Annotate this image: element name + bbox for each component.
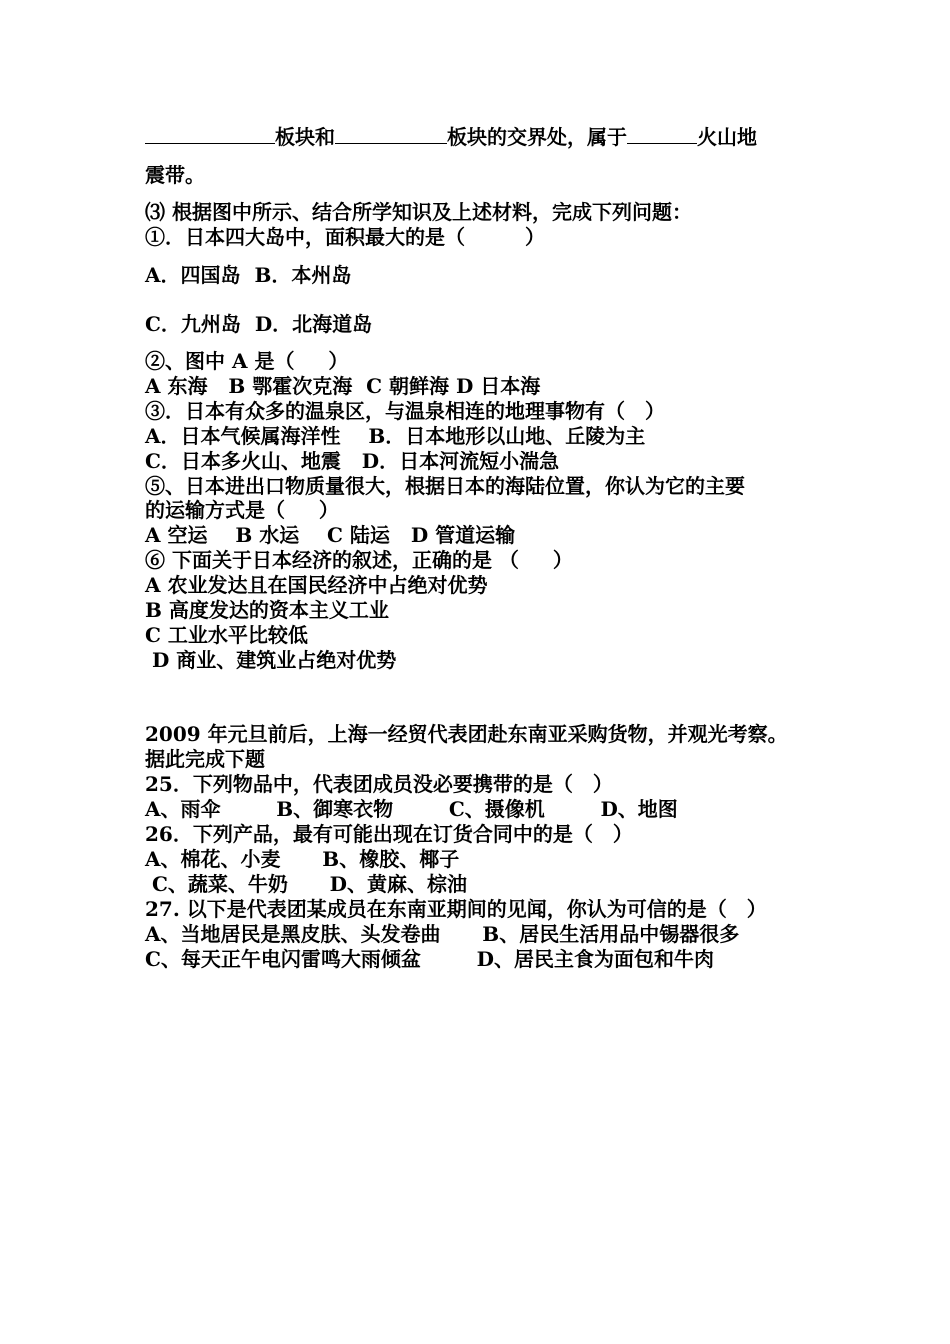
intro-line-2: 震带。	[145, 163, 205, 187]
intro-text-2: 板块的交界处，属于	[447, 125, 627, 149]
q6-option-b: B 高度发达的资本主义工业	[145, 598, 389, 622]
q26-stem: 26．下列产品，最有可能出现在订货合同中的是（ ）	[145, 822, 633, 846]
q3-options-row1: A．日本气候属海洋性 B．日本地形以山地、丘陵为主	[145, 424, 646, 448]
q6-option-d: D 商业、建筑业占绝对优势	[145, 648, 397, 672]
q1-options-row1: A．四国岛 B．本州岛	[145, 263, 352, 287]
q6-option-c: C 工业水平比较低	[145, 623, 308, 647]
q27-options-row2: C、每天正午电闪雷鸣大雨倾盆 D、居民主食为面包和牛肉	[145, 947, 714, 971]
q27-options-row1: A、当地居民是黑皮肤、头发卷曲 B、居民生活用品中锡器很多	[145, 922, 740, 946]
q3-options-row2: C．日本多火山、地震 D．日本河流短小湍急	[145, 449, 560, 473]
q2-stem: ②、图中 A 是（ ）	[145, 349, 349, 373]
q1-stem: ①．日本四大岛中，面积最大的是（ ）	[145, 225, 545, 249]
sea-intro-line2: 据此完成下题	[145, 747, 265, 771]
intro-line-1	[145, 124, 757, 150]
q3-stem: ③．日本有众多的温泉区，与温泉相连的地理事物有（ ）	[145, 399, 665, 423]
intro-text-1: 板块和	[275, 125, 335, 149]
sea-intro-line1: 2009 年元旦前后，上海一经贸代表团赴东南亚采购货物，并观光考察。	[145, 722, 788, 746]
q25-stem: 25．下列物品中，代表团成员没必要携带的是（ ）	[145, 772, 613, 796]
fill-blank-1[interactable]	[145, 125, 275, 144]
q2-options: A 东海 B 鄂霍次克海 C 朝鲜海 D 日本海	[145, 374, 541, 398]
q26-options-row1: A、棉花、小麦 B、橡胶、椰子	[145, 847, 460, 871]
fill-blank-2[interactable]	[335, 125, 447, 144]
q5-options: A 空运 B 水运 C 陆运 D 管道运输	[145, 523, 516, 547]
q5-stem-line1: ⑤、日本进出口物质量很大，根据日本的海陆位置，你认为它的主要	[145, 474, 745, 498]
q6-option-a: A 农业发达且在国民经济中占绝对优势	[145, 573, 488, 597]
q1-options-row2: C．九州岛 D．北海道岛	[145, 312, 373, 336]
fill-blank-3[interactable]	[627, 125, 697, 144]
q27-stem: 27. 以下是代表团某成员在东南亚期间的见闻，你认为可信的是（ ）	[145, 897, 767, 921]
q26-options-row2: C、蔬菜、牛奶 D、黄麻、棕油	[145, 872, 468, 896]
q25-options: A、雨伞 B、御寒衣物 C、摄像机 D、地图	[145, 797, 678, 821]
q5-stem-line2: 的运输方式是（ ）	[145, 498, 339, 522]
q6-stem: ⑥ 下面关于日本经济的叙述，正确的是 （ ）	[145, 548, 573, 572]
intro-text-3: 火山地	[697, 125, 757, 149]
section3-heading: ⑶ 根据图中所示、结合所学知识及上述材料，完成下列问题：	[145, 200, 692, 224]
